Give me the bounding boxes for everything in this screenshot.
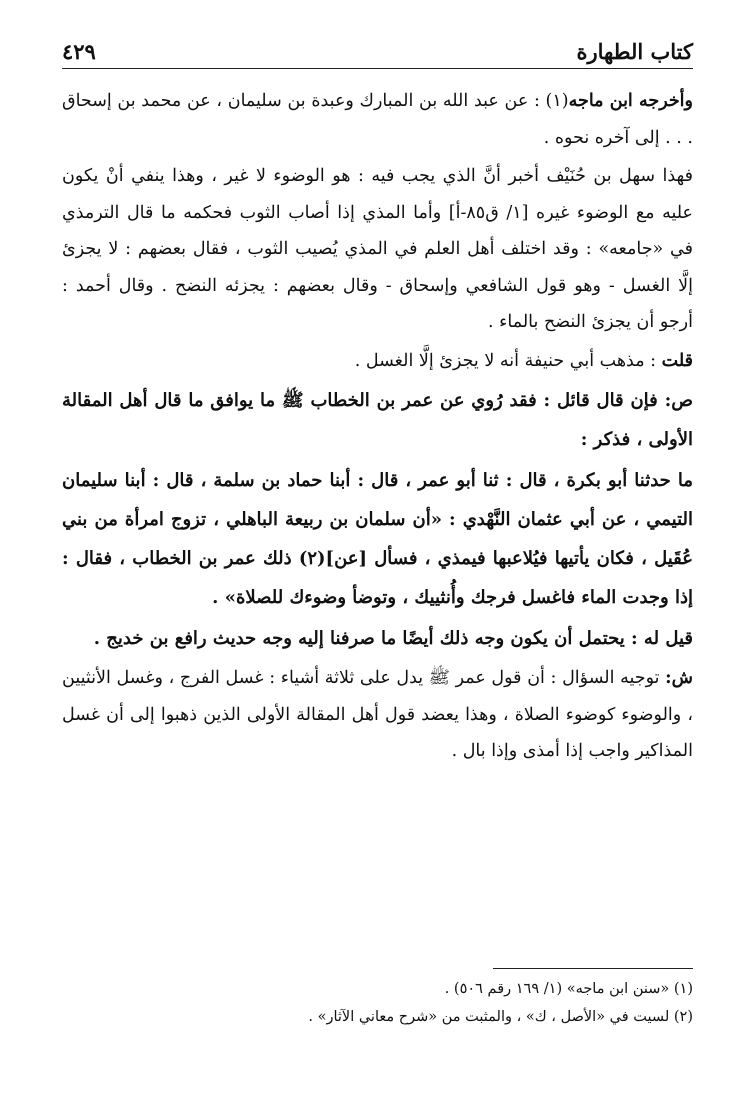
paragraph-ibn-majah: وأخرجه ابن ماجه(١) : عن عبد الله بن المبارك وعبدة بن سليمان ، عن محمد بن إسحاق . . . إلى آخره نحوه . [62,91,693,148]
footnote-divider [493,968,693,969]
page-body [62,83,693,770]
bold-paragraph-hadith: ما حدثنا أبو بكرة ، قال : ثنا أبو عمر ، قال : أبنا حماد بن سلمة ، قال : أبنا سليمان التيمي ، عن أبي عثمان النَّهْدي : «أن سلمان بن ربيعة الباهلي ، تزوج امرأة من بني عُقَيل ، فكان يأتيها فيُلاعبها فيمذي ، فسأل [عن](٢) ذلك عمر بن الخطاب ، فقال : إذا وجدت الماء فاغسل فرجك وأُنثييك ، وتوضأ وضوءك للصلاة» . [62,470,693,608]
book-title: كتاب الطهارة [576,39,693,64]
footnote-2: (٢) لسيت في «الأصل ، ك» ، والمثبت من «شرح معاني الآثار» . [308,1009,693,1025]
paragraph-sahl: فهذا سهل بن حُنَيْف أخبر أنَّ الذي يجب فيه : هو الوضوء لا غير ، وهذا ينفي أنْ يكون عليه مع الوضوء غيره [١/ ق٨٥-أ] وأما المذي إذا أصاب الثوب فحكمه ما قال الترمذي في «جامعه» : وقد اختلف أهل العلم في المذي يُصيب الثوب ، فقال بعضهم : لا يجزئ إلَّا الغسل - وهو قول الشافعي وإسحاق - وقال بعضهم : يجزئه النضح . وقال أحمد : أرجو أن يجزئ النضح بالماء . [62,166,693,332]
footnotes [62,968,693,1031]
footnote-1: (١) «سنن ابن ماجه» (١/ ١٦٩ رقم ٥٠٦) . [444,981,693,997]
bold-paragraph-reply: قيل له : يحتمل أن يكون وجه ذلك أيضًا ما صرفنا إليه وجه حديث رافع بن خديج . [93,628,693,649]
paragraph-qultu: قلت : مذهب أبي حنيفة أنه لا يجزئ إلَّا الغسل . [354,350,693,371]
bold-paragraph-objection: ص: فإن قال قائل : فقد رُوي عن عمر بن الخطاب ﷺ ما يوافق ما قال أهل المقالة الأولى ، فذكر : [62,390,693,450]
paragraph-commentary: ش: توجيه السؤال : أن قول عمر ﷺ يدل على ثلاثة أشياء : غسل الفرج ، وغسل الأنثيين ، والوضوء كوضوء الصلاة ، وهذا يعضد قول أهل المقالة الأولى الذين ذهبوا إلى أن غسل المذاكير واجب إذا أمذى وإذا بال . [62,668,693,761]
page-number: ٤٢٩ [62,39,96,64]
page-header [62,30,693,69]
